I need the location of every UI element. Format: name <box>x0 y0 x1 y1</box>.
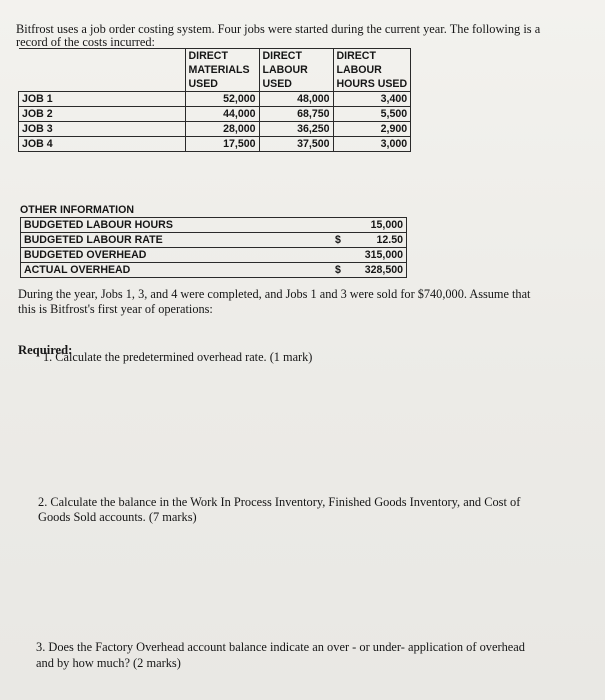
scenario-line-1: During the year, Jobs 1, 3, and 4 were completed, and Jobs 1 and 3 were sold for $740,000. Assume that <box>18 287 531 301</box>
header-direct-materials-2: MATERIALS <box>185 63 259 77</box>
materials-value: 17,500 <box>185 137 259 152</box>
info-value: 15,000 <box>348 218 407 233</box>
materials-value: 44,000 <box>185 107 259 122</box>
hours-value: 3,400 <box>333 92 411 107</box>
table-row <box>19 92 411 107</box>
scenario-line-2: this is Bitfrost's first year of operations: <box>18 302 213 316</box>
info-label: ACTUAL OVERHEAD <box>21 263 333 278</box>
labour-value: 68,750 <box>259 107 333 122</box>
header-labour-hours-1: DIRECT <box>333 49 411 64</box>
table-row <box>19 107 411 122</box>
info-currency <box>332 218 348 233</box>
question-2-line-1: 2. Calculate the balance in the Work In Process Inventory, Finished Goods Inventory, and Cost of <box>38 495 521 509</box>
materials-value: 28,000 <box>185 122 259 137</box>
table-row <box>21 248 407 263</box>
question-3-line-1: 3. Does the Factory Overhead account balance indicate an over - or under- application of overhead <box>36 640 525 654</box>
table-row <box>19 122 411 137</box>
table-row <box>21 233 407 248</box>
hours-value: 5,500 <box>333 107 411 122</box>
question-3-line-2: and by how much? (2 marks) <box>36 656 181 670</box>
info-currency: $ <box>332 263 348 278</box>
labour-value: 36,250 <box>259 122 333 137</box>
table-row <box>21 263 407 278</box>
header-labour-hours-3: HOURS USED <box>333 77 411 92</box>
info-label: BUDGETED LABOUR HOURS <box>21 218 333 233</box>
hours-value: 3,000 <box>333 137 411 152</box>
other-info-section <box>20 203 407 278</box>
labour-value: 37,500 <box>259 137 333 152</box>
job-label: JOB 4 <box>19 137 186 152</box>
question-1: 1. Calculate the predetermined overhead rate. (1 mark) <box>43 350 313 364</box>
info-value: 328,500 <box>348 263 407 278</box>
info-label: BUDGETED OVERHEAD <box>21 248 333 263</box>
intro-line-2: record of the costs incurred: <box>16 35 155 49</box>
job-label: JOB 1 <box>19 92 186 107</box>
header-direct-labour-2: LABOUR <box>259 63 333 77</box>
job-label: JOB 3 <box>19 122 186 137</box>
info-value: 315,000 <box>348 248 407 263</box>
required-heading: Required: <box>18 343 73 357</box>
header-labour-hours-2: LABOUR <box>333 63 411 77</box>
cost-table <box>18 48 411 152</box>
hours-value: 2,900 <box>333 122 411 137</box>
other-info-title: OTHER INFORMATION <box>20 204 134 216</box>
table-row <box>21 218 407 233</box>
header-direct-materials-3: USED <box>185 77 259 92</box>
info-label: BUDGETED LABOUR RATE <box>21 233 333 248</box>
table-row <box>19 137 411 152</box>
info-currency <box>332 248 348 263</box>
question-2-line-2: Goods Sold accounts. (7 marks) <box>38 510 197 524</box>
materials-value: 52,000 <box>185 92 259 107</box>
info-currency: $ <box>332 233 348 248</box>
header-direct-materials-1: DIRECT <box>185 49 259 64</box>
job-label: JOB 2 <box>19 107 186 122</box>
intro-line-1: Bitfrost uses a job order costing system. Four jobs were started during the current year. The following is a <box>16 22 541 36</box>
header-direct-labour-1: DIRECT <box>259 49 333 64</box>
info-value: 12.50 <box>348 233 407 248</box>
header-direct-labour-3: USED <box>259 77 333 92</box>
labour-value: 48,000 <box>259 92 333 107</box>
